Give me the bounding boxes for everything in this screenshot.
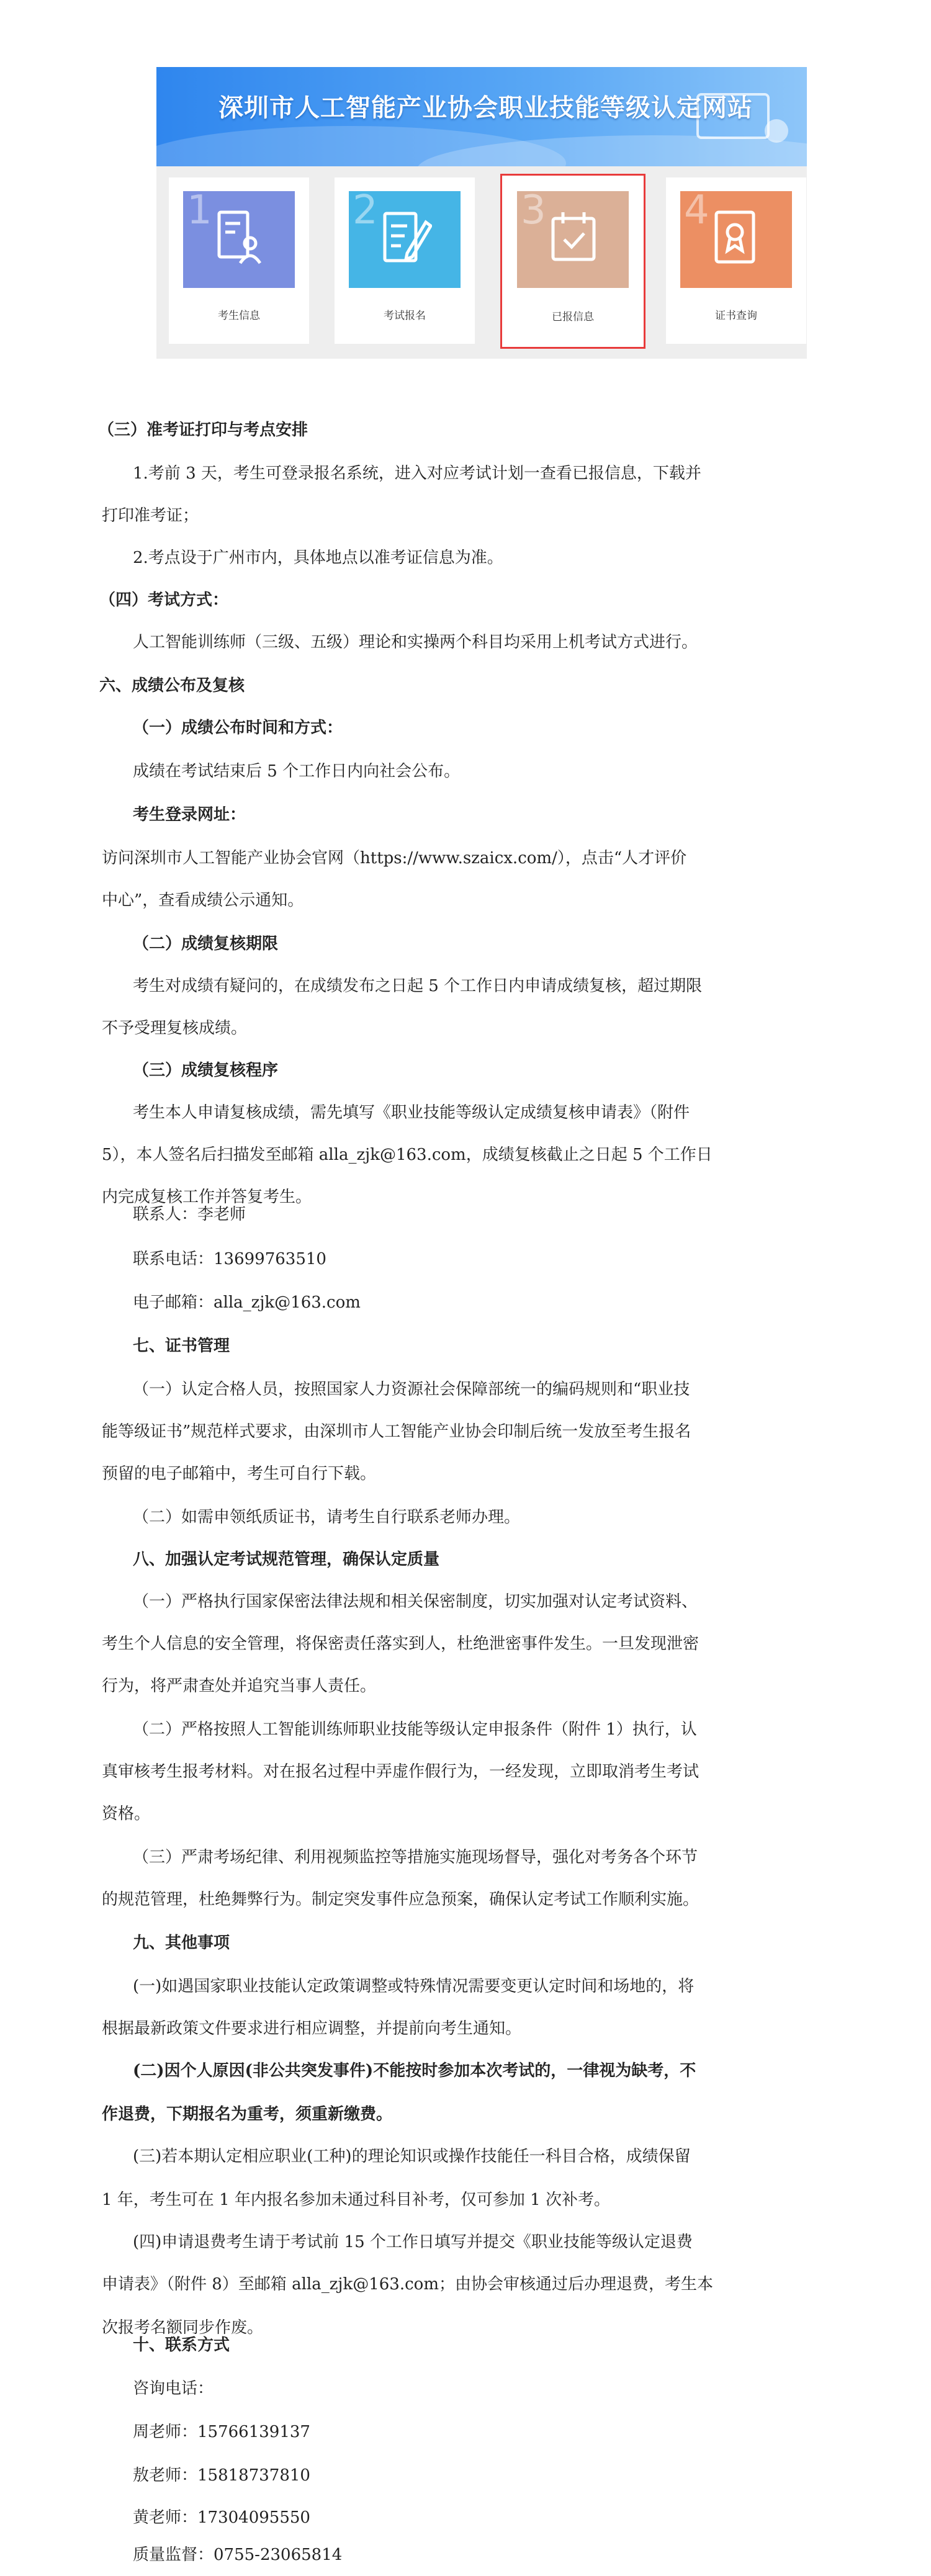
card-tile: 1 xyxy=(183,191,295,288)
paragraph-line: 1.考前 3 天，考生可登录报名系统，进入对应考试计划一查看已报信息，下载并 xyxy=(133,464,701,483)
card-tile: 3 xyxy=(517,191,629,288)
paragraph-line: 访问深圳市人工智能产业协会官网（https://www.szaicx.com/），点击“人才评价 xyxy=(102,849,687,868)
heading-section-6: 六、成绩公布及复核 xyxy=(99,676,245,695)
heading-exam-method: （四）考试方式： xyxy=(99,591,229,609)
paragraph-line: 1 年，考生可在 1 年内报名参加未通过科目补考，仅可参加 1 次补考。 xyxy=(102,2191,610,2209)
heading-publish-time: （一）成绩公布时间和方式： xyxy=(133,719,343,737)
paragraph-line: 能等级证书”规范样式要求，由深圳市人工智能产业协会印制后统一发放至考生报名 xyxy=(102,1422,691,1441)
paragraph-line: （一）认定合格人员，按照国家人力资源社会保障部统一的编码规则和“职业技 xyxy=(133,1380,690,1399)
paragraph-line: 考生本人申请复核成绩，需先填写《职业技能等级认定成绩复核申请表》（附件 xyxy=(133,1103,690,1122)
paragraph-line: 申请表》（附件 8）至邮箱 alla_zjk@163.com；由协会审核通过后办理退费，考生本 xyxy=(102,2275,713,2294)
card-candidate-info[interactable] xyxy=(169,177,309,344)
paragraph-line: 5），本人签名后扫描发至邮箱 alla_zjk@163.com，成绩复核截止之日起 5 个工作日 xyxy=(102,1146,713,1164)
contact-ao: 敖老师：15818737810 xyxy=(133,2466,310,2485)
contact-huang: 黄老师：17304095550 xyxy=(133,2508,310,2527)
user-document-icon xyxy=(217,210,261,267)
heading-login-url: 考生登录网址： xyxy=(133,806,246,824)
calendar-check-icon xyxy=(551,210,598,267)
paragraph-line: 内完成复核工作并答复考生。 xyxy=(102,1188,312,1206)
site-banner xyxy=(156,67,807,359)
banner-title: 深圳市人工智能产业协会职业技能等级认定网站 xyxy=(218,94,753,122)
paragraph-line: 真审核考生报考材料。对在报名过程中弄虚作假行为，一经发现，立即取消考生考试 xyxy=(102,1762,699,1781)
contact-person: 联系人：李老师 xyxy=(133,1205,246,1224)
heading-section-7: 七、证书管理 xyxy=(133,1337,230,1355)
paragraph-line-bold: (二)因个人原因(非公共突发事件)不能按时参加本次考试的，一律视为缺考，不 xyxy=(133,2062,696,2080)
quality-supervision: 质量监督：0755-23065814 xyxy=(133,2546,343,2564)
contact-zhou: 周老师：15766139137 xyxy=(133,2423,310,2441)
edit-document-icon xyxy=(382,210,432,267)
paragraph-line: (一)如遇国家职业技能认定政策调整或特殊情况需要变更认定时间和场地的，将 xyxy=(133,1977,695,1996)
paragraph-line: 次报考名额同步作废。 xyxy=(102,2318,264,2337)
heading-section-8: 八、加强认定考试规范管理，确保认定质量 xyxy=(133,1550,440,1569)
paragraph-line: （二）如需申领纸质证书，请考生自行联系老师办理。 xyxy=(133,1508,521,1527)
paragraph-line: 考生对成绩有疑问的，在成绩发布之日起 5 个工作日内申请成绩复核，超过期限 xyxy=(133,977,703,995)
paragraph-line: 根据最新政策文件要求进行相应调整，并提前向考生通知。 xyxy=(102,2019,522,2038)
card-label: 考生信息 xyxy=(218,310,260,322)
paragraph-line: （二）严格按照人工智能训练师职业技能等级认定申报条件（附件 1）执行，认 xyxy=(133,1720,697,1739)
paragraph-line: 的规范管理，杜绝舞弊行为。制定突发事件应急预案，确保认定考试工作顺利实施。 xyxy=(102,1890,699,1909)
card-submitted-info[interactable] xyxy=(500,174,645,349)
card-label: 已报信息 xyxy=(552,311,594,323)
paragraph-line: 成绩在考试结束后 5 个工作日内向社会公布。 xyxy=(133,762,461,781)
paragraph-line: 考生个人信息的安全管理，将保密责任落实到人，杜绝泄密事件发生。一旦发现泄密 xyxy=(102,1635,699,1653)
paragraph-line: （三）严肃考场纪律、利用视频监控等措施实施现场督导，强化对考务各个环节 xyxy=(133,1848,698,1867)
paragraph-line: (三)若本期认定相应职业(工种)的理论知识或操作技能任一科目合格，成绩保留 xyxy=(133,2147,691,2166)
heading-review-procedure: （三）成绩复核程序 xyxy=(133,1061,279,1080)
circle-decoration-icon xyxy=(765,119,788,143)
paragraph-line-bold: 作退费，下期报名为重考，须重新缴费。 xyxy=(102,2105,393,2124)
paragraph-line: 预留的电子邮箱中，考生可自行下载。 xyxy=(102,1465,377,1483)
heading-review-period: （二）成绩复核期限 xyxy=(133,935,279,953)
card-label: 证书查询 xyxy=(715,310,757,322)
card-tile: 4 xyxy=(680,191,792,288)
card-exam-registration[interactable] xyxy=(335,177,475,344)
paragraph-line: 中心”，查看成绩公示通知。 xyxy=(102,891,304,910)
paragraph-line: 行为，将严肃查处并追究当事人责任。 xyxy=(102,1677,377,1695)
contact-phone: 联系电话：13699763510 xyxy=(133,1250,326,1268)
card-certificate-query[interactable] xyxy=(666,177,806,344)
certificate-icon xyxy=(714,210,758,267)
heading-admission-ticket: （三）准考证打印与考点安排 xyxy=(98,421,308,439)
paragraph-line: 打印准考证； xyxy=(102,506,199,525)
card-label: 考试报名 xyxy=(384,310,426,322)
paragraph-line: （一）严格执行国家保密法律法规和相关保密制度，切实加强对认定考试资料、 xyxy=(133,1592,698,1611)
contact-email: 电子邮箱：alla_zjk@163.com xyxy=(133,1293,361,1312)
paragraph-line: (四)申请退费考生请于考试前 15 个工作日填写并提交《职业技能等级认定退费 xyxy=(133,2233,693,2251)
paragraph-line: 人工智能训练师（三级、五级）理论和实操两个科目均采用上机考试方式进行。 xyxy=(133,633,698,652)
card-tile: 2 xyxy=(349,191,461,288)
banner-header xyxy=(156,67,807,166)
heading-section-10: 十、联系方式 xyxy=(133,2336,230,2354)
consult-phone-label: 咨询电话： xyxy=(133,2379,214,2398)
heading-section-9: 九、其他事项 xyxy=(133,1934,230,1952)
paragraph-line: 资格。 xyxy=(102,1805,151,1823)
paragraph-line: 不予受理复核成绩。 xyxy=(102,1019,248,1038)
paragraph-line: 2.考点设于广州市内，具体地点以准考证信息为准。 xyxy=(133,549,503,567)
